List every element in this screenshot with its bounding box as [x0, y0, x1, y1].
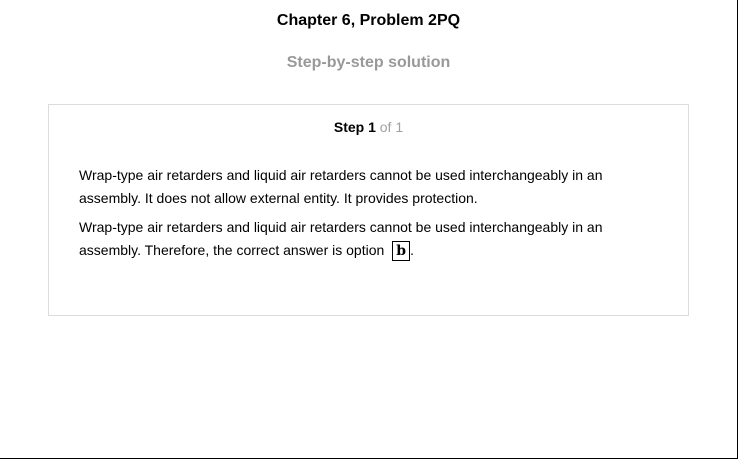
- step-label: Step 1: [333, 119, 376, 135]
- solution-paragraph-1: Wrap-type air retarders and liquid air retarders cannot be used interchangeably in an assembly. It does not allow external entity. It provides protection.: [79, 167, 603, 206]
- step-heading: [49, 119, 688, 135]
- page-title: Chapter 6, Problem 2PQ: [276, 12, 461, 29]
- trailing-period: .: [410, 242, 414, 258]
- page-subtitle: Step-by-step solution: [286, 54, 451, 71]
- solution-card: [48, 104, 689, 316]
- solution-paragraph-2-text: Wrap-type air retarders and liquid air retarders cannot be used interchangeably in an assembly. Therefore, the correct answer is option: [79, 219, 603, 258]
- answer-box: b: [392, 241, 410, 261]
- solution-paragraph-2: [79, 216, 639, 262]
- step-total: of 1: [379, 119, 404, 135]
